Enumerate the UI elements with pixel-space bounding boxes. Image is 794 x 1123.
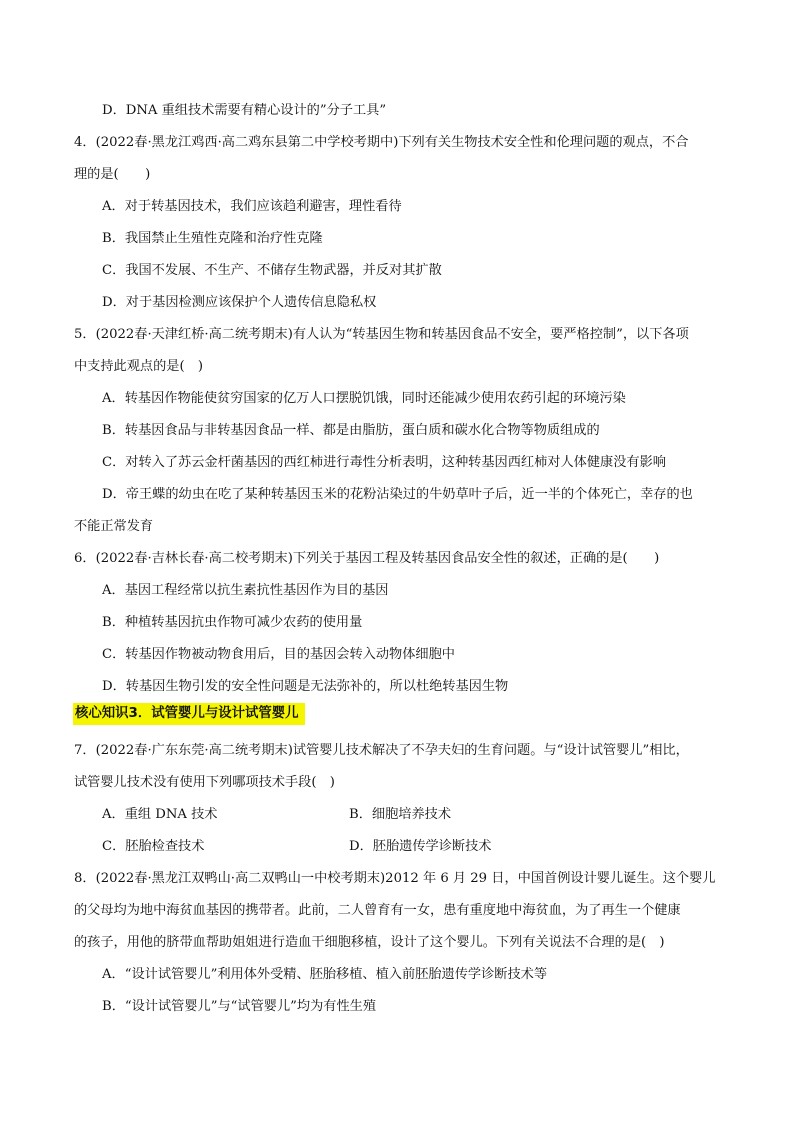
q8-stem-line2: 的父母均为地中海贫血基因的携带者。此前，二人曾育有一女，患有重度地中海贫血，为了再生一个健康 xyxy=(74,903,681,918)
q7-option-d: D．胚胎遗传学诊断技术 xyxy=(349,839,492,854)
q7-option-a: A．重组 DNA 技术 xyxy=(102,807,218,822)
q7-option-c: C．胚胎检查技术 xyxy=(102,839,205,854)
q8-stem-line3: 的孩子，用他的脐带血帮助姐姐进行造血干细胞移植，设计了这个婴儿。下列有关说法不合理的是( ) xyxy=(74,935,665,950)
q7-option-b: B．细胞培养技术 xyxy=(349,807,452,822)
q4-stem-line2: 理的是( ) xyxy=(74,167,151,182)
q4-option-d: D．对于基因检测应该保护个人遗传信息隐私权 xyxy=(102,295,377,310)
q5-stem-line1: 5．(2022春·天津红桥·高二统考期末)有人认为“转基因生物和转基因食品不安全，要严格控制”，以下各项 xyxy=(74,327,689,342)
q4-option-b: B．我国禁止生殖性克隆和治疗性克隆 xyxy=(102,231,323,246)
q5-option-c: C．对转入了苏云金杆菌基因的西红柿进行毒性分析表明，这种转基因西红柿对人体健康没有影响 xyxy=(102,455,666,470)
q8-option-b: B．“设计试管婴儿”与“试管婴儿”均为有性生殖 xyxy=(102,999,377,1014)
q7-stem-line2: 试管婴儿技术没有使用下列哪项技术手段( ) xyxy=(74,775,335,790)
q3-option-d: D．DNA 重组技术需要有精心设计的”分子工具” xyxy=(102,103,387,118)
q5-option-d-line1: D．帝王蝶的幼虫在吃了某种转基因玉米的花粉沾染过的牛奶草叶子后，近一半的个体死亡，幸存的也 xyxy=(102,487,693,502)
q5-option-b: B．转基因食品与非转基因食品一样、都是由脂肪，蛋白质和碳水化合物等物质组成的 xyxy=(102,423,600,438)
q6-option-c: C．转基因作物被动物食用后，目的基因会转入动物体细胞中 xyxy=(102,647,455,662)
q5-option-d-line2: 不能正常发育 xyxy=(74,519,154,534)
q7-stem-line1: 7．(2022春·广东东莞·高二统考期末)试管婴儿技术解决了不孕夫妇的生育问题。与“设计试管婴儿”相比， xyxy=(74,743,689,758)
q6-stem: 6．(2022春·吉林长春·高二校考期末)下列关于基因工程及转基因食品安全性的叙述，正确的是( ) xyxy=(74,551,660,566)
q6-option-d: D．转基因生物引发的安全性问题是无法弥补的，所以杜绝转基因生物 xyxy=(102,679,509,694)
q8-option-a: A．“设计试管婴儿”利用体外受精、胚胎移植、植入前胚胎遗传学诊断技术等 xyxy=(102,967,548,982)
q8-stem-line1: 8．(2022春·黑龙江双鸭山·高二双鸭山一中校考期末)2012 年 6 月 29 日，中国首例设计婴儿诞生。这个婴儿 xyxy=(74,871,716,886)
q4-stem-line1: 4．(2022春·黑龙江鸡西·高二鸡东县第二中学校考期中)下列有关生物技术安全性和伦理问题的观点，不合 xyxy=(74,135,689,150)
q6-option-b: B．种植转基因抗虫作物可减少农药的使用量 xyxy=(102,615,363,630)
q4-option-a: A．对于转基因技术，我们应该趋利避害，理性看待 xyxy=(102,199,402,214)
q5-option-a: A．转基因作物能使贫穷国家的亿万人口摆脱饥饿，同时还能减少使用农药引起的环境污染 xyxy=(102,391,626,406)
q4-option-c: C．我国不发展、不生产、不储存生物武器，并反对其扩散 xyxy=(102,263,442,278)
q6-option-a: A．基因工程经常以抗生素抗性基因作为目的基因 xyxy=(102,583,389,598)
section-heading: 核心知识3．试管婴儿与设计试管婴儿 xyxy=(73,703,305,725)
q5-stem-line2: 中支持此观点的是( ) xyxy=(74,359,203,374)
